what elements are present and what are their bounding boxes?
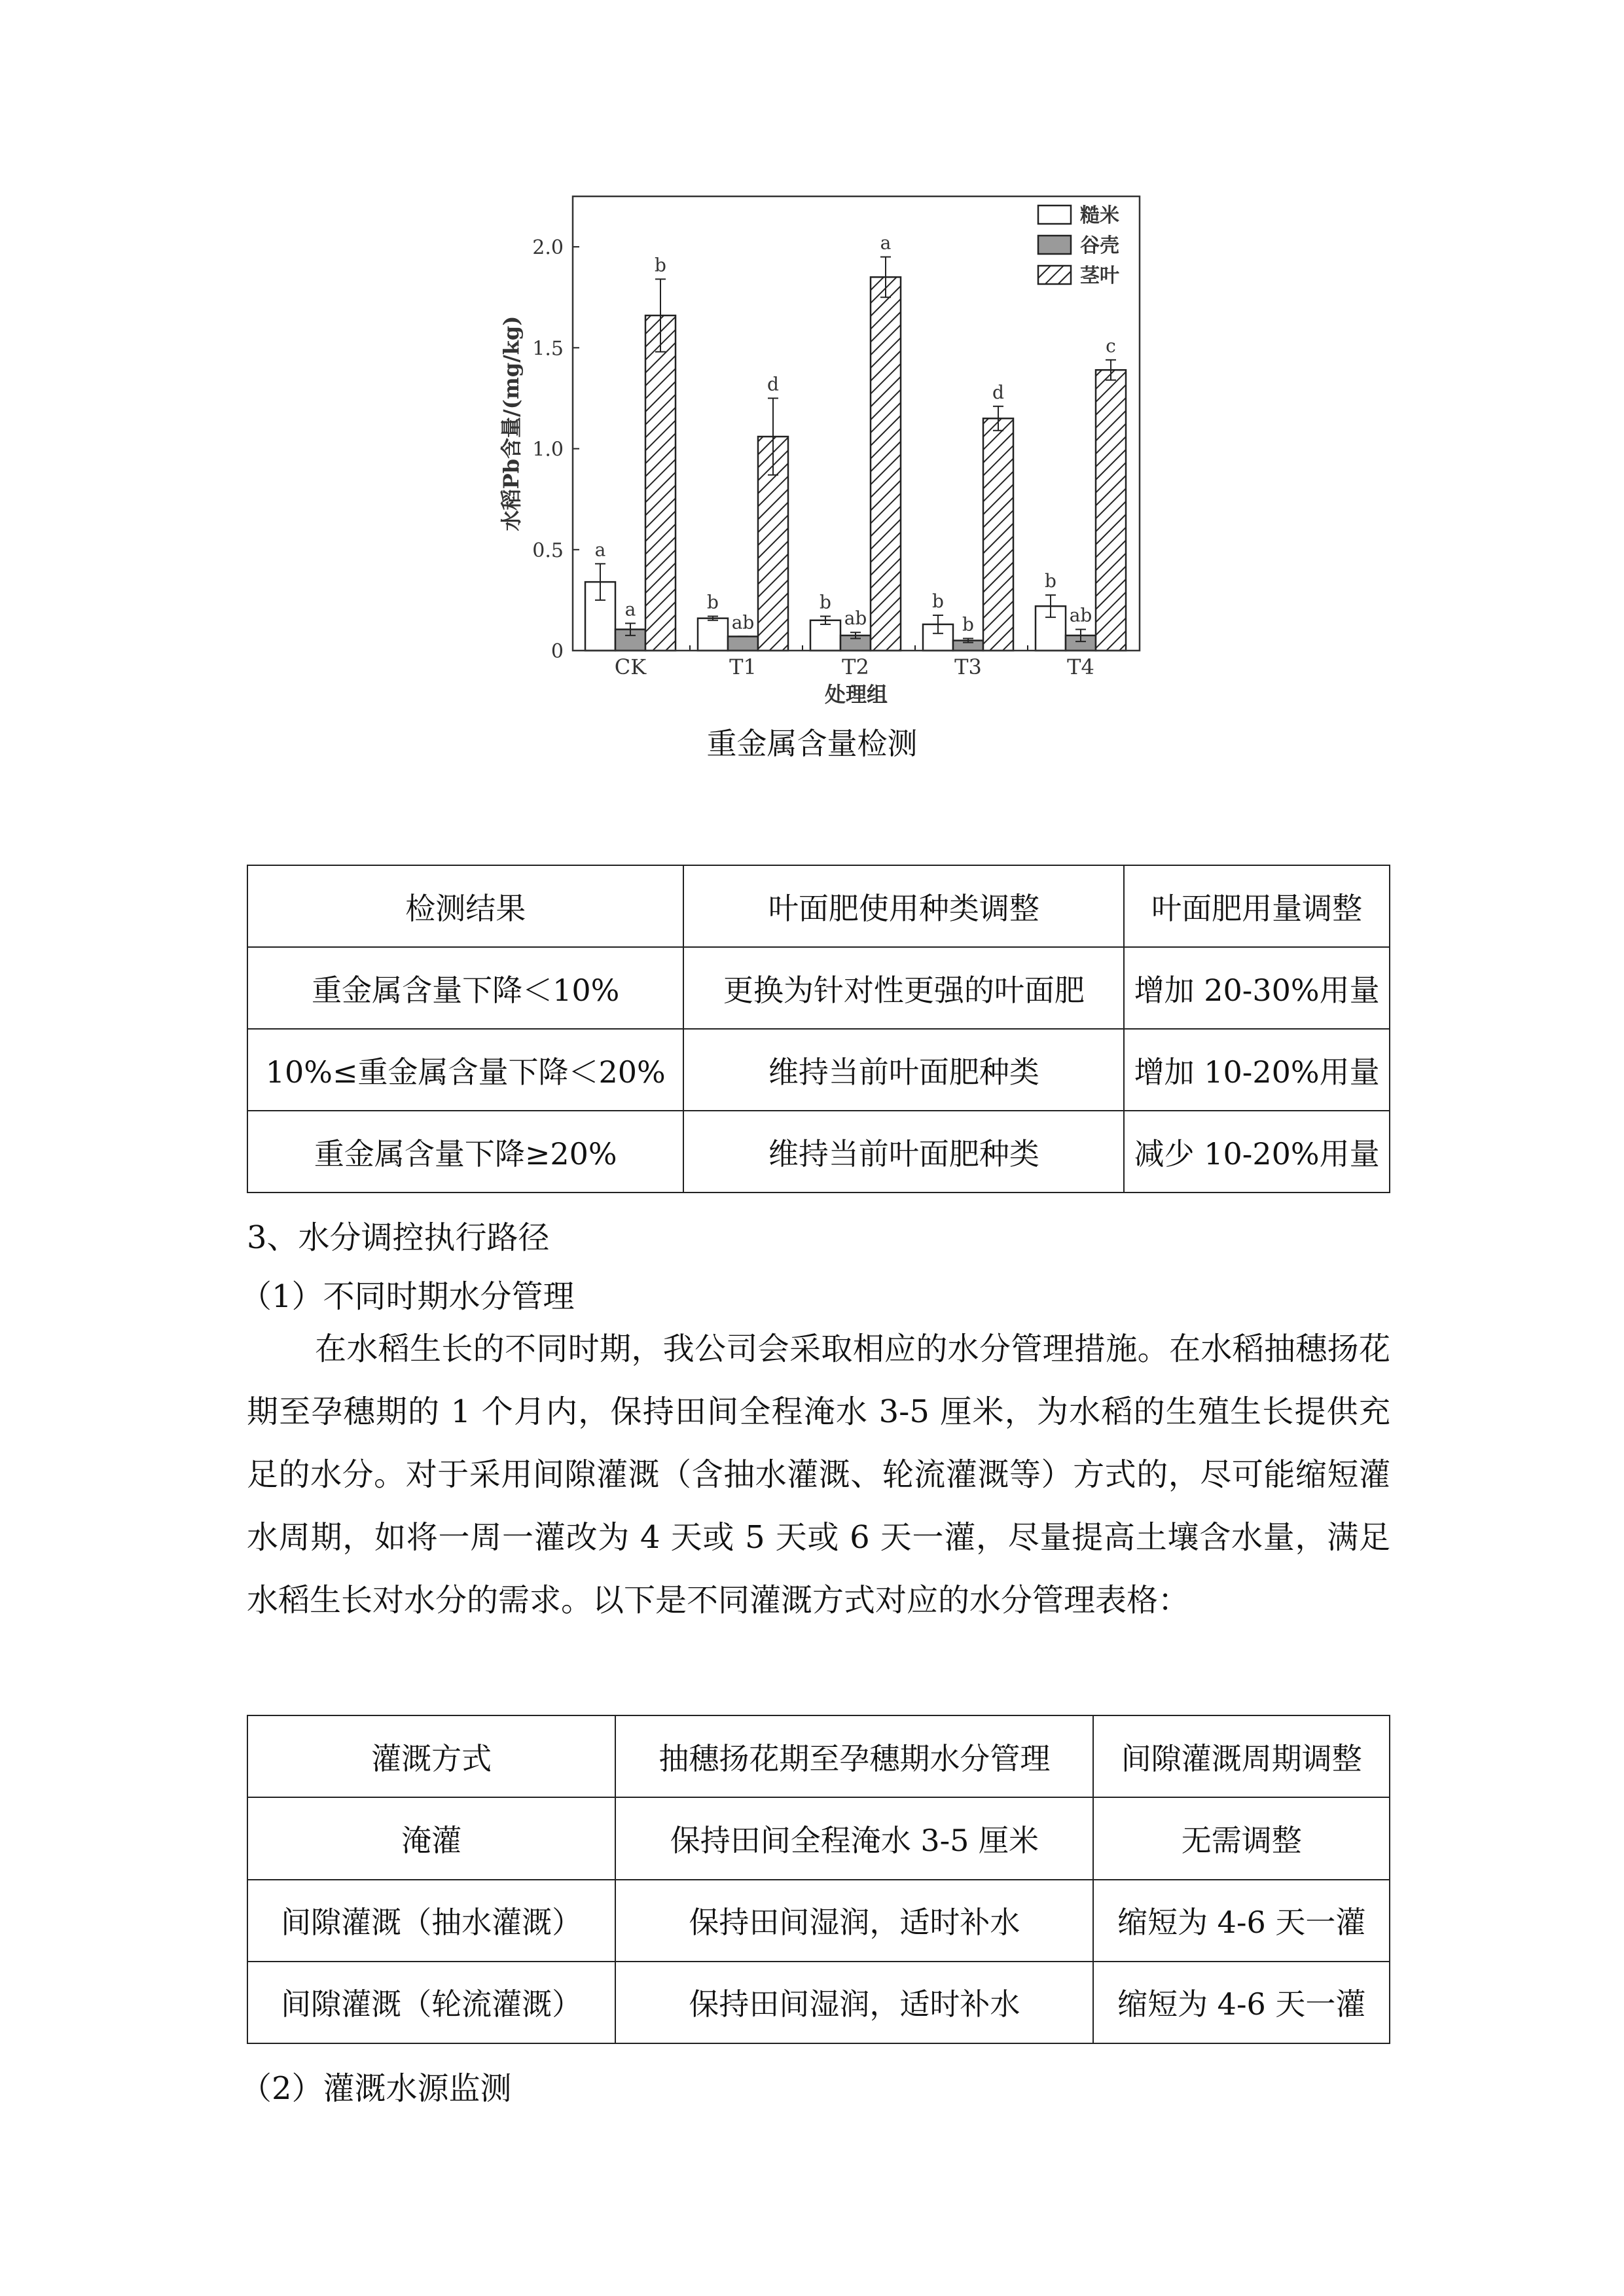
bar bbox=[698, 619, 728, 651]
foliar-fertilizer-table bbox=[247, 865, 1390, 1193]
table-row bbox=[247, 1029, 1390, 1111]
significance-letter: b bbox=[707, 591, 719, 613]
header-cell: 抽穗扬花期至孕穗期水分管理 bbox=[615, 1715, 1093, 1797]
table-cell: 保持田间全程淹水 3-5 厘米 bbox=[615, 1797, 1093, 1879]
header-cell: 间隙灌溉周期调整 bbox=[1093, 1715, 1390, 1797]
significance-letter: a bbox=[594, 539, 606, 561]
significance-letter: d bbox=[767, 373, 779, 395]
table-row bbox=[247, 1880, 1390, 1962]
table-row bbox=[247, 1797, 1390, 1879]
significance-letter: b bbox=[932, 590, 944, 613]
header-cell: 检测结果 bbox=[247, 865, 683, 947]
significance-letter: a bbox=[624, 598, 636, 620]
table-header-row bbox=[247, 1715, 1390, 1797]
x-tick-label: T1 bbox=[729, 655, 757, 679]
table-cell: 维持当前叶面肥种类 bbox=[683, 1111, 1124, 1193]
significance-letter: ab bbox=[844, 607, 867, 630]
y-tick-label: 1.0 bbox=[532, 438, 564, 461]
x-tick-label: CK bbox=[614, 655, 647, 679]
header-cell: 叶面肥使用种类调整 bbox=[683, 865, 1124, 947]
legend-label: 谷壳 bbox=[1080, 234, 1119, 257]
table-row bbox=[247, 1962, 1390, 2043]
subsection-heading: （2）灌溉水源监测 bbox=[240, 2070, 512, 2107]
legend-swatch bbox=[1038, 236, 1071, 254]
table-cell: 缩短为 4-6 天一灌 bbox=[1093, 1880, 1390, 1962]
x-axis-label: 处理组 bbox=[824, 682, 888, 707]
pb-content-bar-chart bbox=[458, 183, 1178, 733]
table-cell: 更换为针对性更强的叶面肥 bbox=[683, 947, 1124, 1029]
x-tick-label: T2 bbox=[842, 655, 869, 679]
chart-caption: 重金属含量检测 bbox=[706, 726, 918, 761]
significance-letter: d bbox=[992, 381, 1004, 403]
table-cell: 增加 20-30%用量 bbox=[1124, 947, 1390, 1029]
table-header-row bbox=[247, 865, 1390, 947]
significance-letter: b bbox=[820, 591, 831, 613]
header-cell: 叶面肥用量调整 bbox=[1124, 865, 1390, 947]
table-cell: 减少 10-20%用量 bbox=[1124, 1111, 1390, 1193]
table-cell: 保持田间湿润，适时补水 bbox=[615, 1962, 1093, 2043]
bar bbox=[983, 418, 1013, 651]
body-paragraph: 在水稻生长的不同时期，我公司会采取相应的水分管理措施。在水稻抽穗扬花期至孕穗期的 1 个月内，保持田间全程淹水 3-5 厘米，为水稻的生殖生长提供充足的水分。对于采用间隙灌溉（含抽水灌溉、轮流灌溉等）方式的，尽可能缩短灌水周期，如将一周一灌改为 4 天或 5 天或 6 天一灌，尽量提高土壤含水量，满足水稻生长对水分的需求。以下是不同灌溉方式对应的水分管理表格： bbox=[247, 1331, 1390, 1619]
table-cell: 无需调整 bbox=[1093, 1797, 1390, 1879]
table-cell: 保持田间湿润，适时补水 bbox=[615, 1880, 1093, 1962]
y-tick-label: 2.0 bbox=[532, 236, 564, 260]
y-tick-label: 1.5 bbox=[532, 337, 564, 361]
bar bbox=[871, 277, 901, 651]
table-cell: 间隙灌溉（抽水灌溉） bbox=[247, 1880, 615, 1962]
table-cell: 维持当前叶面肥种类 bbox=[683, 1029, 1124, 1111]
legend-swatch bbox=[1038, 206, 1071, 224]
table-cell: 间隙灌溉（轮流灌溉） bbox=[247, 1962, 615, 2043]
table-cell: 增加 10-20%用量 bbox=[1124, 1029, 1390, 1111]
table-row bbox=[247, 1111, 1390, 1193]
table-cell: 缩短为 4-6 天一灌 bbox=[1093, 1962, 1390, 2043]
table-cell: 10%≤重金属含量下降＜20% bbox=[247, 1029, 683, 1111]
x-tick-label: T4 bbox=[1067, 655, 1094, 679]
table-cell: 重金属含量下降＜10% bbox=[247, 947, 683, 1029]
irrigation-table bbox=[247, 1715, 1390, 2044]
header-cell: 灌溉方式 bbox=[247, 1715, 615, 1797]
y-tick-label: 0.5 bbox=[532, 539, 564, 562]
table-cell: 淹灌 bbox=[247, 1797, 615, 1879]
legend-label: 茎叶 bbox=[1080, 264, 1119, 287]
significance-letter: b bbox=[655, 254, 666, 276]
significance-letter: b bbox=[962, 613, 974, 636]
y-axis-label: 水稻Pb含量/(mg/kg) bbox=[499, 315, 524, 531]
legend-label: 糙米 bbox=[1080, 204, 1119, 227]
section-heading: 3、水分调控执行路径 bbox=[247, 1219, 550, 1256]
table-cell: 重金属含量下降≥20% bbox=[247, 1111, 683, 1193]
bar bbox=[645, 315, 676, 651]
significance-letter: c bbox=[1106, 334, 1116, 357]
significance-letter: a bbox=[880, 232, 892, 254]
significance-letter: b bbox=[1045, 570, 1056, 592]
legend-swatch bbox=[1038, 266, 1071, 284]
y-tick-label: 0 bbox=[550, 640, 564, 663]
bar bbox=[728, 636, 758, 651]
x-tick-label: T3 bbox=[954, 655, 982, 679]
bar bbox=[1096, 370, 1126, 651]
subsection-heading: （1）不同时期水分管理 bbox=[240, 1278, 575, 1315]
significance-letter: ab bbox=[1069, 604, 1092, 626]
significance-letter: ab bbox=[731, 611, 755, 634]
table-row bbox=[247, 947, 1390, 1029]
